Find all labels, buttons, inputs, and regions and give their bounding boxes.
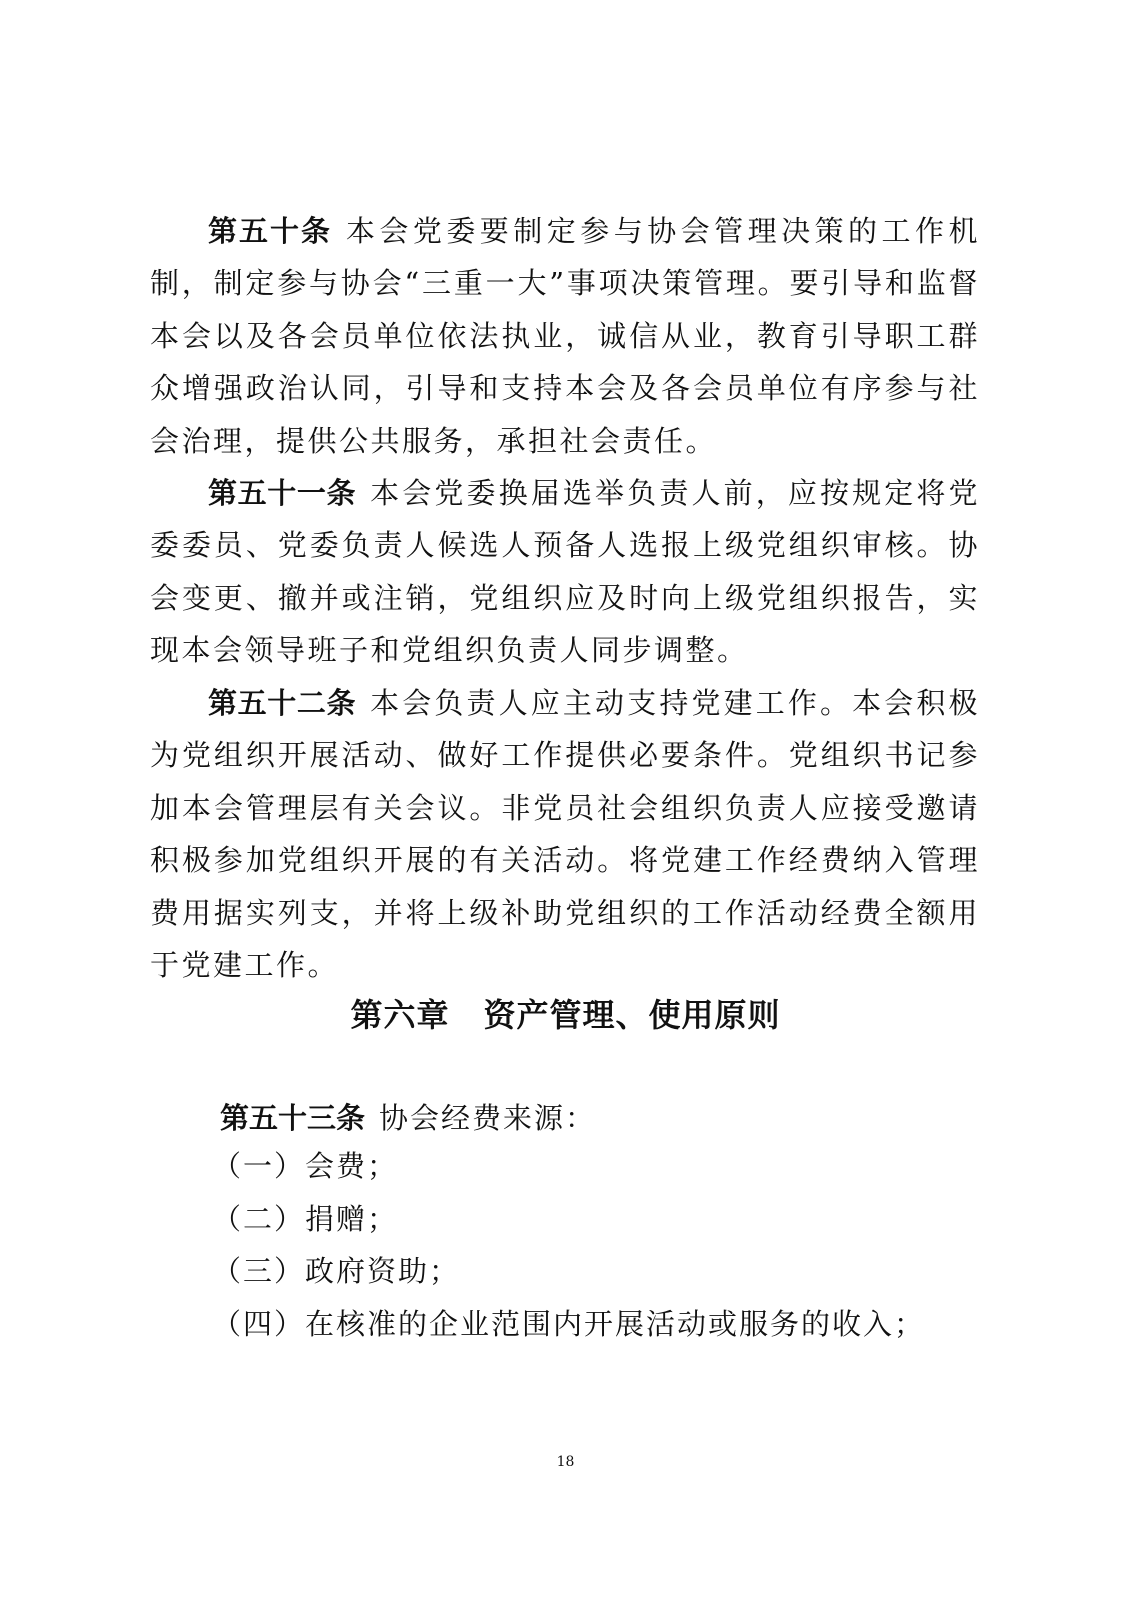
article-51-text: 本会党委换届选举负责人前，应按规定将党委委员、党委负责人候选人预备人选报上级党组织审核。协会变更、撤并或注销，党组织应及时向上级党组织报告，实现本会领导班子和党组织负责人同步调整。 [150,476,980,668]
funding-sources-list [212,1140,1012,1350]
list-item: （一）会费； [212,1149,399,1183]
list-item: （三）政府资助； [212,1254,461,1288]
article-50-text: 本会党委要制定参与协会管理决策的工作机制，制定参与协会“三重一大”事项决策管理。要引导和监督本会以及各会员单位依法执业，诚信从业，教育引导职工群众增强政治认同，引导和支持本会及各会员单位有序参与社会治理，提供公共服务，承担社会责任。 [150,214,980,458]
article-51 [150,467,980,677]
article-53-text: 协会经费来源： [379,1101,597,1135]
article-53-title: 第五十三条 [220,1101,366,1135]
list-item: （二）捐赠； [212,1201,399,1236]
article-51-title: 第五十一条 [208,476,357,510]
page-number: 18 [556,1454,575,1470]
article-52-title: 第五十二条 [208,686,357,720]
article-52-text: 本会负责人应主动支持党建工作。本会积极为党组织开展活动、做好工作提供必要条件。党组织书记参加本会管理层有关会议。非党员社会组织负责人应接受邀请积极参加党组织开展的有关活动。将党建工作经费纳入管理费用据实列支，并将上级补助党组织的工作活动经费全额用于党建工作。 [150,686,980,983]
article-53 [220,1092,1000,1144]
chapter-title: 资产管理、使用原则 [483,996,781,1034]
article-50-title: 第五十条 [208,214,332,248]
article-50 [150,205,980,467]
list-item: （四）在核准的企业范围内开展活动或服务的收入； [212,1306,926,1341]
article-52 [150,677,980,991]
chapter-number: 第六章 [350,996,450,1034]
chapter-heading [0,990,1131,1036]
